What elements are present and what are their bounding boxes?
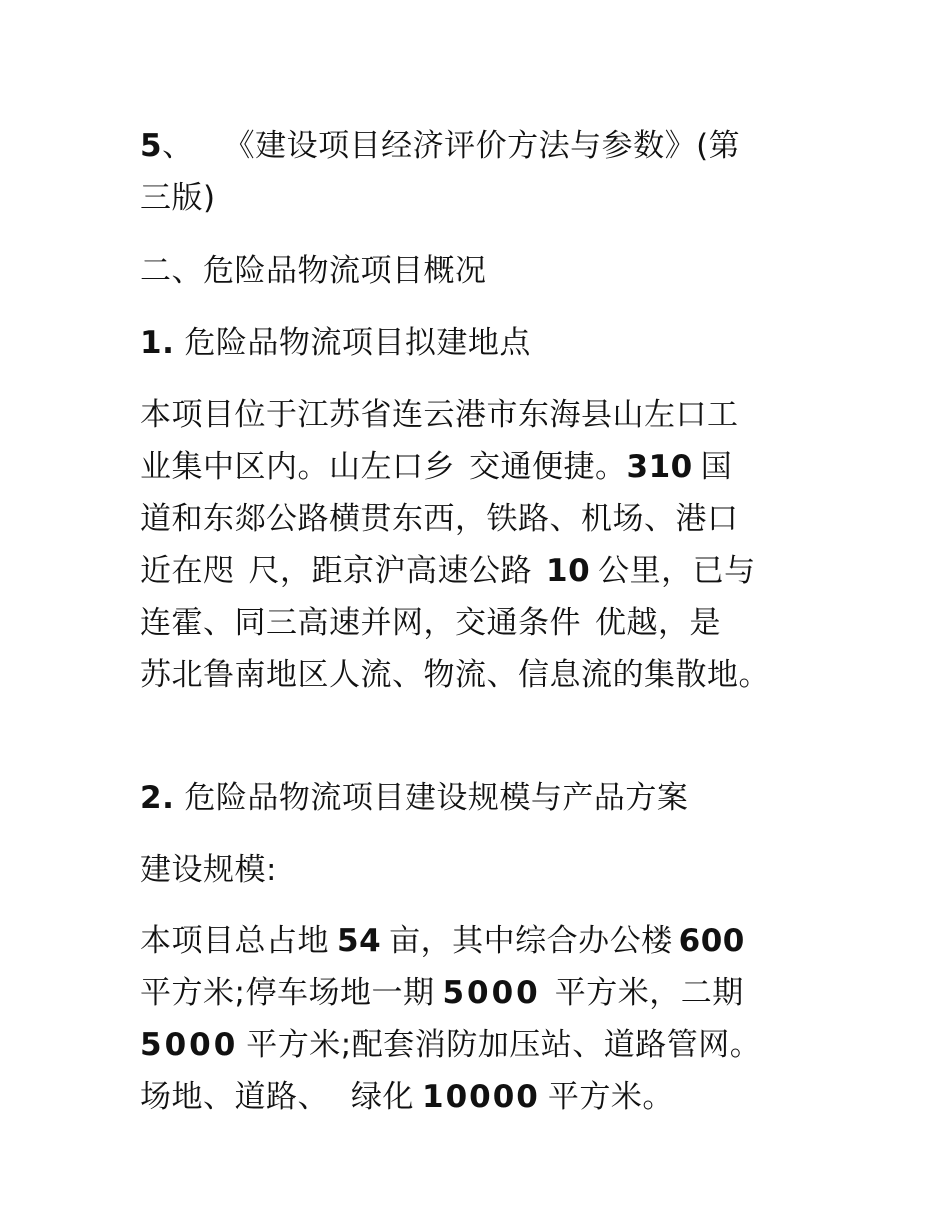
reference-item-5-line2 — [140, 178, 216, 218]
paragraph-line: 平方米;停车场地一期 5000 平方米，二期 — [140, 975, 744, 1011]
paragraph-line: 本项目总占地 54 亩，其中综合办公楼 600 — [140, 923, 745, 959]
paragraph-line: 场地、道路、 绿化 10000 平方米。 — [140, 1079, 674, 1115]
subsection-title: 危险品物流项目拟建地点 — [184, 325, 531, 361]
subsection-title: 危险品物流项目建设规模与产品方案 — [184, 780, 689, 816]
section-heading: 二、危险品物流项目概况 — [140, 253, 487, 289]
paragraph-line: 本项目位于江苏省连云港市东海县山左口工 — [140, 397, 739, 433]
item-number: 5 — [140, 128, 163, 164]
paragraph-line: 近在咫 尺，距京沪高速公路 10 公里，已与 — [140, 553, 756, 589]
paragraph-line: 连霍、同三高速并网，交通条件 优越，是 — [140, 605, 721, 641]
paragraph-line: 苏北鲁南地区人流、物流、信息流的集散地。 — [140, 657, 770, 693]
paragraph-line: 业集中区内。山左口乡 交通便捷。310 国 — [140, 449, 733, 485]
item-separator: 、 — [162, 128, 194, 164]
paragraph-line: 道和东郯公路横贯东西，铁路、机场、港口 — [140, 501, 739, 537]
subsection-1-heading — [140, 323, 531, 363]
reference-title: 《建设项目经济评价方法与参数》(第 — [223, 128, 741, 164]
subsection-number: 2. — [140, 780, 175, 816]
reference-title-cont: 三版) — [140, 180, 216, 216]
scale-label: 建设规模: — [140, 852, 277, 888]
paragraph-line: 5000 平方米;配套消防加压站、道路管网。 — [140, 1027, 762, 1063]
reference-item-5-line1 — [140, 126, 740, 166]
subsection-2-heading — [140, 778, 688, 818]
subsection-number: 1. — [140, 325, 175, 361]
